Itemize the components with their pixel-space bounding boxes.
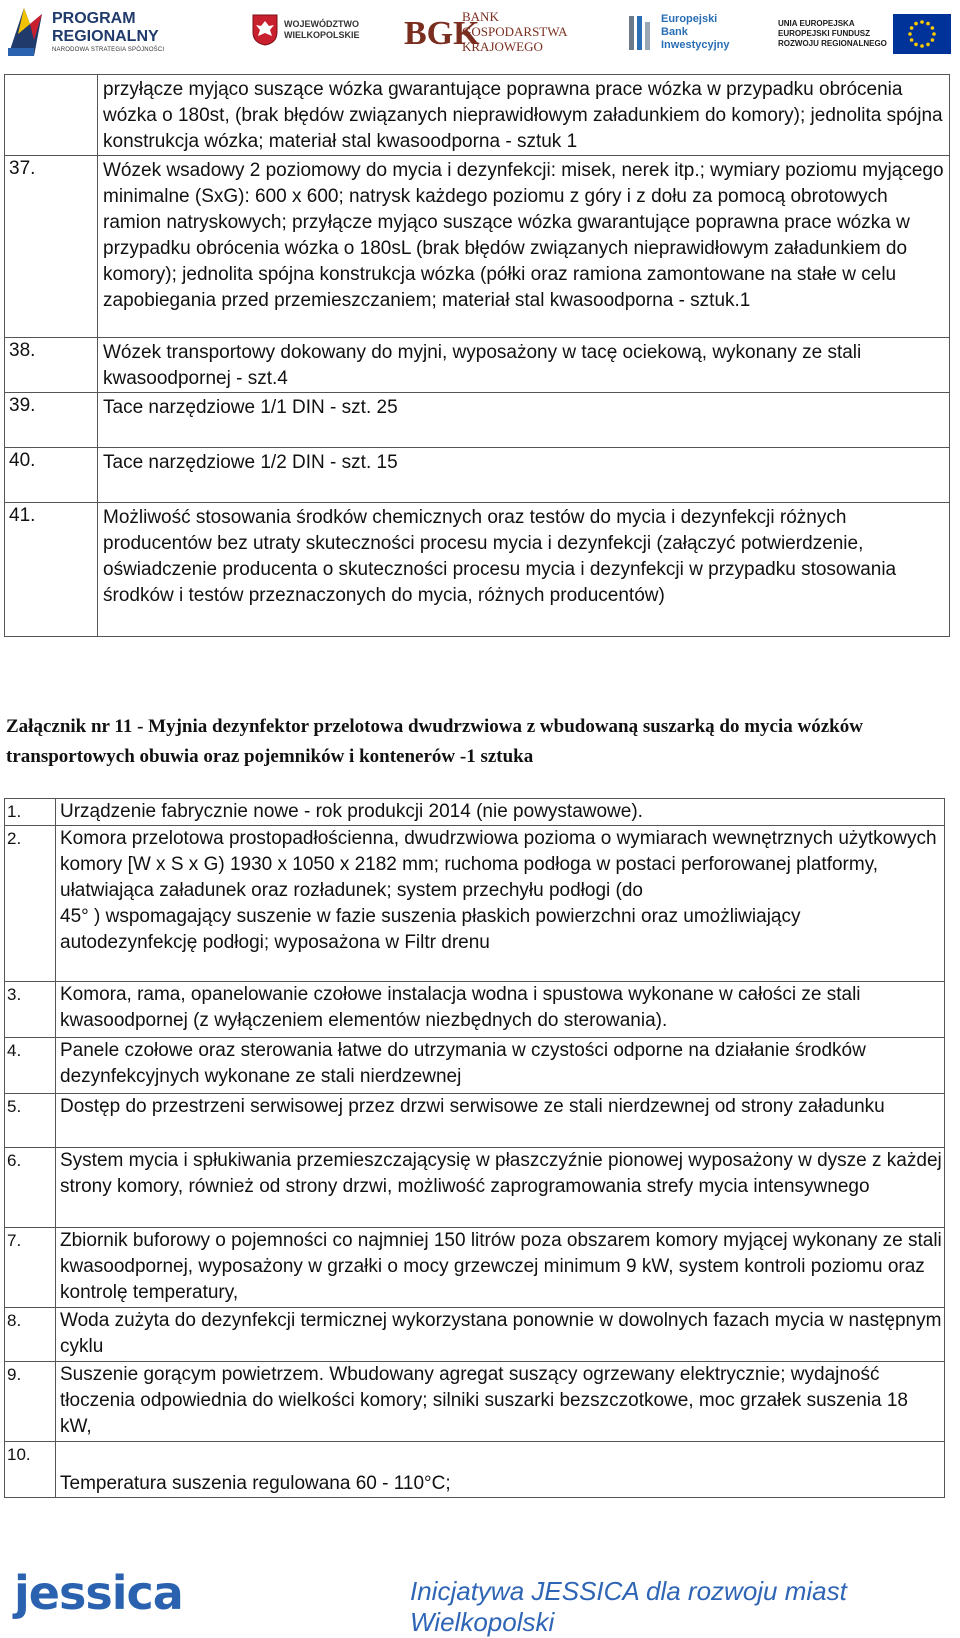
program-regionalny-emblem-icon xyxy=(4,4,46,60)
table-row xyxy=(5,1148,945,1228)
eib-logo xyxy=(627,12,729,52)
wojewodztwo-line2: WIELKOPOLSKIE xyxy=(284,30,360,40)
table-row xyxy=(5,75,950,156)
eagle-shield-icon xyxy=(252,14,278,46)
bgk-line1: BANK xyxy=(462,8,499,24)
jessica-logo: jessica xyxy=(14,1566,183,1620)
row-number: 39. xyxy=(5,393,98,448)
row-text xyxy=(56,826,945,982)
row-number: 9. xyxy=(5,1362,56,1442)
table-row xyxy=(5,826,945,982)
footer xyxy=(0,1560,960,1637)
row-text: Zbiornik buforowy o pojemności co najmniej 150 litrów poza obszarem komory myjącej wykonany ze stali kwasoodpornej, wyposażony w grzałki o mocy grzewczej minimum 9 kW, system kontroli poziomu oraz kontrolę temperatury, xyxy=(56,1228,945,1308)
program-regionalny-line2: REGIONALNY xyxy=(52,28,159,45)
row-text: Woda zużyta do dezynfekcji termicznej wykorzystana ponownie w dowolnych fazach mycia w następnym cyklu xyxy=(56,1308,945,1362)
eib-line3: Inwestycyjny xyxy=(661,38,730,51)
table-row xyxy=(5,1362,945,1442)
row-number: 3. xyxy=(5,982,56,1038)
equipment-table-2 xyxy=(4,798,945,1498)
eib-bars-icon xyxy=(627,12,655,52)
table-row xyxy=(5,1228,945,1308)
row-number: 8. xyxy=(5,1308,56,1362)
program-regionalny-logo xyxy=(4,4,164,60)
row-number: 4. xyxy=(5,1038,56,1094)
row-number: 10. xyxy=(5,1442,56,1498)
row-text: Panele czołowe oraz sterowania łatwe do utrzymania w czystości odporne na działanie środków dezynfekcyjnych wykonane ze stali nierdzewnej xyxy=(56,1038,945,1094)
bgk-logo xyxy=(402,8,567,54)
table-row xyxy=(5,156,950,338)
eu-line3: ROZWOJU REGIONALNEGO xyxy=(778,39,887,48)
row-number xyxy=(5,75,98,156)
row-text-part2: 45° ) wspomagający suszenie w fazie suszenia płaskich powierzchni oraz umożliwiający autodezynfekcję podłogi; wyposażona w Filtr drenu xyxy=(60,906,801,953)
table-row xyxy=(5,393,950,448)
table-row xyxy=(5,1308,945,1362)
row-number: 38. xyxy=(5,338,98,393)
eu-line2: EUROPEJSKI FUNDUSZ xyxy=(778,29,871,38)
eu-line1: UNIA EUROPEJSKA xyxy=(778,19,855,28)
table-row xyxy=(5,1038,945,1094)
bgk-line3: KRAJOWEGO xyxy=(462,38,543,54)
wojewodztwo-line1: WOJEWÓDZTWO xyxy=(284,19,359,29)
table-row xyxy=(5,448,950,503)
row-text: Wózek transportowy dokowany do myjni, wyposażony w tacę ociekową, wykonany ze stali kwasoodpornej - szt.4 xyxy=(98,338,950,393)
eib-line2: Bank xyxy=(661,25,688,38)
table-row xyxy=(5,338,950,393)
row-number: 6. xyxy=(5,1148,56,1228)
jessica-tagline: Inicjatywa JESSICA dla rozwoju miast Wielkopolski xyxy=(410,1576,847,1637)
equipment-table-1 xyxy=(4,74,950,637)
row-text: Suszenie gorącym powietrzem. Wbudowany agregat suszący ogrzewany elektrycznie; wydajność tłoczenia odpowiednia do wielkości komory; silniki suszarki bezszczotkowe, moc grzałek suszenia 18 kW, xyxy=(56,1362,945,1442)
row-number: 37. xyxy=(5,156,98,338)
header-logos xyxy=(0,0,960,70)
eib-line1: Europejski xyxy=(661,12,718,25)
eu-flag-icon xyxy=(893,14,951,54)
row-text: Komora, rama, opanelowanie czołowe instalacja wodna i spustowa wykonane w całości ze stali kwasoodpornej (z wyłączeniem elementów niezbędnych do sterowania). xyxy=(56,982,945,1038)
row-number: 1. xyxy=(5,799,56,826)
table-row xyxy=(5,799,945,826)
row-text-part1: Komora przelotowa prostopadłościenna, dwudrzwiowa pozioma o wymiarach wewnętrznych użytkowych komory [W x S x G) 1930 x 1050 x 2182 mm; ruchoma podłoga w postaci perforowanej platformy, ułatwiająca załadunek oraz rozładunek; system przechyłu podłogi (do xyxy=(60,828,937,901)
table-row xyxy=(5,1094,945,1148)
row-text: przyłącze myjąco suszące wózka gwarantujące poprawna prace wózka w przypadku obrócenia wózka o 180st, (brak błędów związanych nieprawidłowym załadunkiem do komory); jednolita spójna konstrukcja wózka; materiał stal kwasoodporna - sztuk 1 xyxy=(98,75,950,156)
row-text: Dostęp do przestrzeni serwisowej przez drzwi serwisowe ze stali nierdzewnej od strony załadunku xyxy=(56,1094,945,1148)
row-number: 5. xyxy=(5,1094,56,1148)
row-text: Temperatura suszenia regulowana 60 - 110°C; xyxy=(56,1442,945,1498)
row-text: Tace narzędziowe 1/1 DIN - szt. 25 xyxy=(98,393,950,448)
row-text: Urządzenie fabrycznie nowe - rok produkcji 2014 (nie powystawowe). xyxy=(56,799,945,826)
row-text: Wózek wsadowy 2 poziomowy do mycia i dezynfekcji: misek, nerek itp.; wymiary poziomu myjącego minimalne (SxG): 600 x 600; natrysk każdego poziomu z góry i z dołu za pomocą obrotowych ramion natryskowych; przyłącze myjąco suszące wózka gwarantujące poprawna prace wózka w przypadku obrócenia wózka o 180sL (brak błędów związanych nieprawidłowym załadunkiem do komory); jednolita spójna konstrukcja wózka (półki oraz ramiona zamontowane na stałe w celu zapobiegania przed przemieszczaniem; materiał stal kwasoodporna - sztuk.1 xyxy=(98,156,950,338)
row-number: 7. xyxy=(5,1228,56,1308)
attachment-title: Załącznik nr 11 - Myjnia dezynfektor przelotowa dwudrzwiowa z wbudowaną suszarką do mycia wózków transportowych obuwia oraz pojemników i kontenerów -1 sztuka xyxy=(6,716,863,767)
svg-text:BGK: BGK xyxy=(404,15,480,52)
program-regionalny-sub: NARODOWA STRATEGIA SPÓJNOŚCI xyxy=(52,47,165,53)
bgk-monogram-icon xyxy=(402,8,480,54)
row-text: System mycia i spłukiwania przemieszczającysię w płaszczyźnie pionowej wyposażony w dysze z każdej strony komory, również od strony drzwi, możliwość zaprogramowania strefy mycia intensywnego xyxy=(56,1148,945,1228)
table-row xyxy=(5,982,945,1038)
eu-logo xyxy=(778,14,951,54)
row-number: 2. xyxy=(5,826,56,982)
table-row xyxy=(5,1442,945,1498)
program-regionalny-line1: PROGRAM xyxy=(52,10,136,27)
bgk-line2: GOSPODARSTWA xyxy=(462,23,568,39)
row-number: 40. xyxy=(5,448,98,503)
wojewodztwo-logo xyxy=(252,14,360,46)
row-number: 41. xyxy=(5,503,98,637)
table-row xyxy=(5,503,950,637)
row-text: Możliwość stosowania środków chemicznych oraz testów do mycia i dezynfekcji różnych producentów bez utraty skuteczności procesu mycia i dezynfekcji (załączyć potwierdzenie, oświadczenie producenta o skuteczności procesu mycia i dezynfekcji w przypadku stosowania środków i testów przeznaczonych do mycia, różnych producentów) xyxy=(98,503,950,637)
row-text: Tace narzędziowe 1/2 DIN - szt. 15 xyxy=(98,448,950,503)
